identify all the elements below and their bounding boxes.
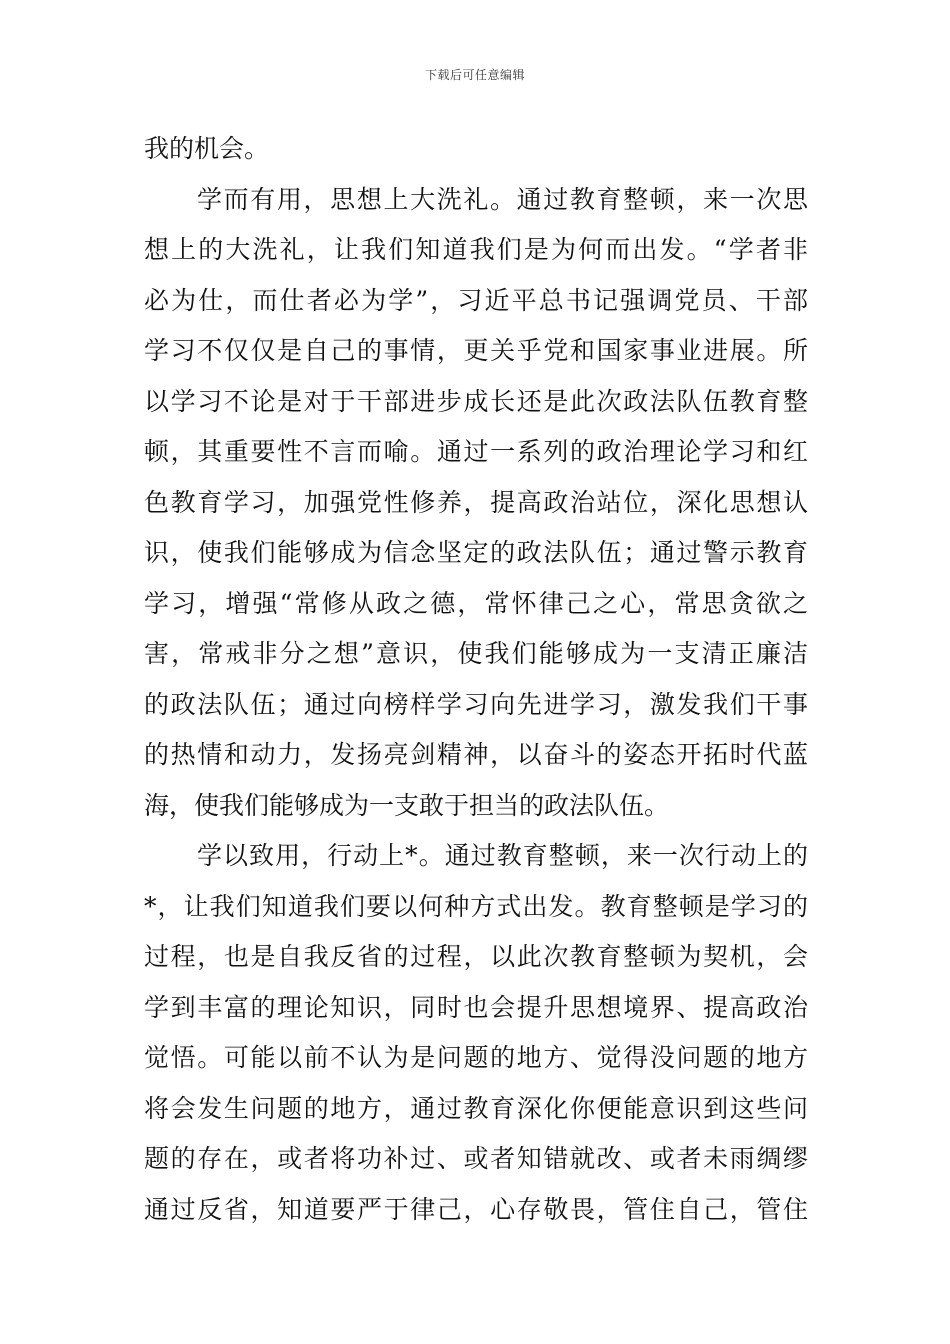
text-line: 的政法队伍；通过向榜样学习向先进学习，激发我们干事 <box>144 689 808 719</box>
text-line: 将会发生问题的地方，通过教育深化你便能意识到这些问 <box>144 1093 808 1123</box>
text-line: 海，使我们能够成为一支敢于担当的政法队伍。 <box>144 790 670 820</box>
page-header: 下载后可任意编辑 <box>424 68 525 82</box>
text-line: 学以致用，行动上*。通过教育整顿，来一次行动上的 <box>197 841 808 870</box>
text-line: 必为仕，而仕者必为学”，习近平总书记强调党员、干部 <box>144 285 808 315</box>
text-line: 我的机会。 <box>144 134 270 163</box>
document-body <box>144 124 808 1235</box>
text-line: 学到丰富的理论知识，同时也会提升思想境界、提高政治 <box>144 992 808 1022</box>
text-line: 识，使我们能够成为信念坚定的政法队伍；通过警示教育 <box>144 538 808 567</box>
text-line: 通过反省，知道要严于律己，心存敬畏，管住自己，管住 <box>144 1194 808 1224</box>
text-line: 色教育学习，加强党性修养，提高政治站位，深化思想认 <box>144 487 808 517</box>
text-line: 顿，其重要性不言而喻。通过一系列的政治理论学习和红 <box>144 437 808 466</box>
text-line: 学而有用，思想上大洗礼。通过教育整顿，来一次思 <box>197 184 808 214</box>
text-line: 学习不仅仅是自己的事情，更关乎党和国家事业进展。所 <box>144 336 808 365</box>
text-line: *，让我们知道我们要以何种方式出发。教育整顿是学习的 <box>144 891 808 921</box>
text-line: 想上的大洗礼，让我们知道我们是为何而出发。“学者非 <box>144 235 808 264</box>
text-line: 题的存在，或者将功补过、或者知错就改、或者未雨绸缪 <box>144 1144 808 1173</box>
text-line: 过程，也是自我反省的过程，以此次教育整顿为契机，会 <box>144 942 808 971</box>
text-line: 学习，增强“常修从政之德，常怀律己之心，常思贪欲之 <box>144 588 808 618</box>
text-line: 害，常戒非分之想”意识，使我们能够成为一支清正廉洁 <box>144 639 808 668</box>
text-line: 的热情和动力，发扬亮剑精神，以奋斗的姿态开拓时代蓝 <box>144 740 808 769</box>
text-line: 觉悟。可能以前不认为是问题的地方、觉得没问题的地方 <box>144 1043 808 1072</box>
text-line: 以学习不论是对于干部进步成长还是此次政法队伍教育整 <box>144 386 808 416</box>
